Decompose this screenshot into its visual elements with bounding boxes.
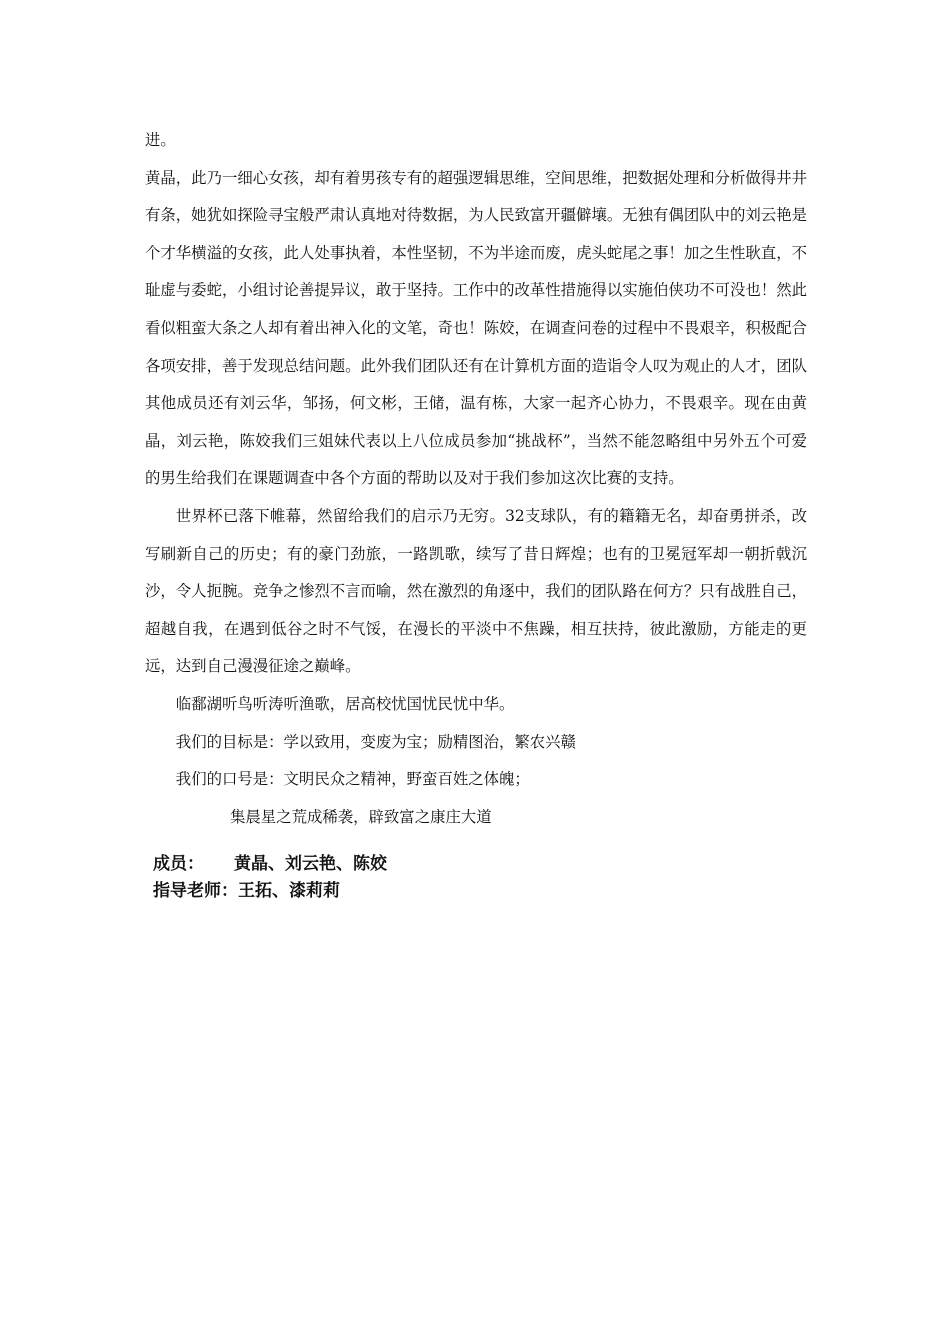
credits-block — [153, 851, 387, 905]
members-names: 黄晶、刘云艳、陈姣 — [234, 854, 387, 874]
paragraph-goal: 我们的目标是：学以致用，变废为宝；励精图治，繁农兴赣 — [175, 732, 576, 751]
members-row — [153, 851, 387, 878]
document-body — [145, 122, 807, 836]
paragraph-continuation: 进。 — [145, 131, 176, 149]
paragraph-slogan: 我们的口号是：文明民众之精神，野蛮百姓之体魄； — [175, 770, 530, 789]
paragraph-world-cup: 世界杯已落下帷幕，然留给我们的启示乃无穷。32支球队，有的籍籍无名，却奋勇拼杀，改写刷新自己的历史；有的豪门劲旅，一路凯歌，续写了昔日辉煌；也有的卫冕冠军却一朝折戟沉沙，令人扼腕。竞争之惨烈不言而喻，然在激烈的角逐中，我们的团队路在何方？只有战胜自己，超越自我，在遇到低谷之时不气馁，在漫长的平淡中不焦躁，相互扶持，彼此激励，方能走的更远，达到自己漫漫征途之巅峰。 — [145, 506, 807, 676]
members-label: 成员： — [153, 854, 204, 874]
paragraph-team-introduction: 黄晶，此乃一细心女孩，却有着男孩专有的超强逻辑思维，空间思维，把数据处理和分析做得井井有条，她犹如探险寻宝般严肃认真地对待数据，为人民致富开疆僻壤。无独有偶团队中的刘云艳是个才华横溢的女孩，此人处事执着，本性坚韧，不为半途而废，虎头蛇尾之事！加之生性耿直，不耻虚与委蛇，小组讨论善提异议，敢于坚持。工作中的改革性措施得以实施伯侠功不可没也！然此看似粗蛮大条之人却有着出神入化的文笔，奇也！陈姣，在调查问卷的过程中不畏艰辛，积极配合各项安排，善于发现总结问题。此外我们团队还有在计算机方面的造诣令人叹为观止的人才，团队其他成员还有刘云华，邹扬，何文彬，王储，温有栋，大家一起齐心协力，不畏艰辛。现在由黄晶，刘云艳，陈姣我们三姐妹代表以上八位成员参加“挑战杯”，当然不能忽略组中另外五个可爱的男生给我们在课题调查中各个方面的帮助以及对于我们参加这次比赛的支持。 — [145, 168, 807, 488]
advisors-row — [153, 878, 387, 905]
paragraph-slogan-second-line: 集晨星之荒成稀袭，辟致富之康庄大道 — [230, 807, 492, 826]
advisors-label: 指导老师： — [153, 881, 238, 901]
paragraph-couplet: 临鄱湖听鸟听涛听渔歌，居高校忧国忧民忧中华。 — [175, 694, 515, 713]
advisors-names: 王拓、漆莉莉 — [238, 881, 340, 901]
